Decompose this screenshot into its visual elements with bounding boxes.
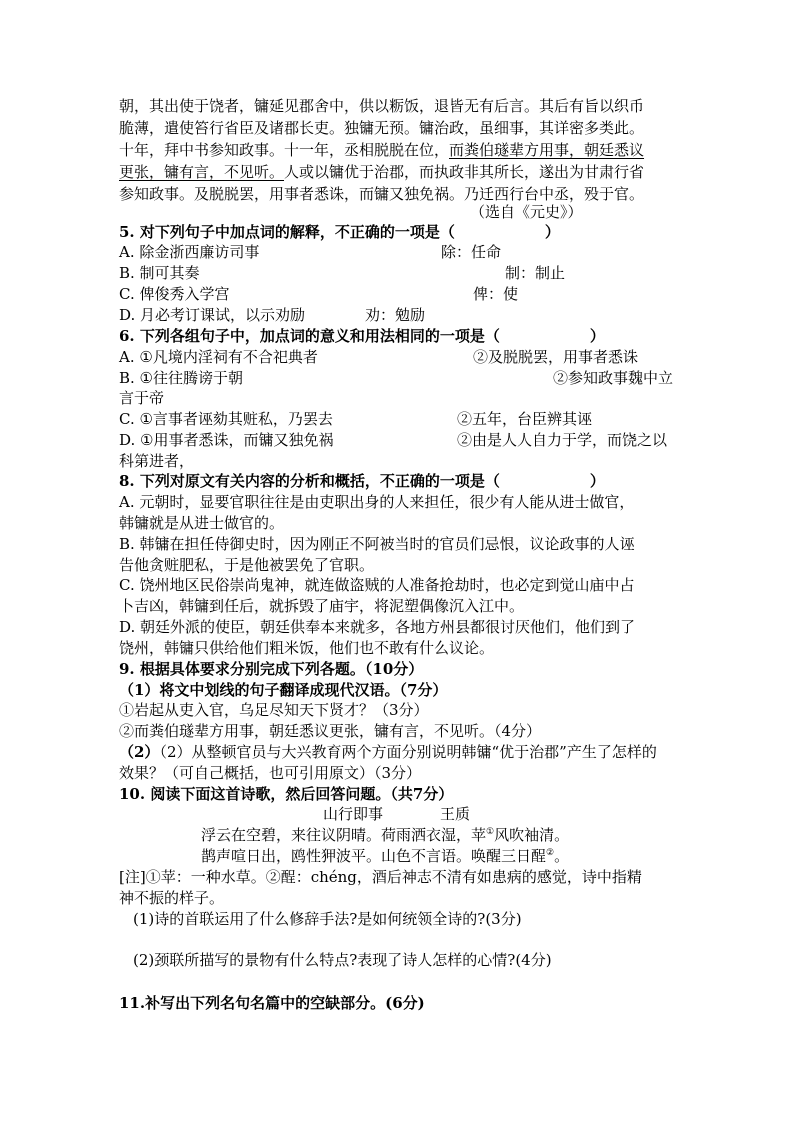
q5-option-b: B. 制可其奏 (119, 264, 200, 282)
passage-line-3 (119, 140, 644, 160)
q6-option-b-2: ②参知政事魏中立 (553, 369, 674, 387)
q8-option-b-1: B. 韩镛在担任侍御史时，因为刚正不阿被当时的官员们忌恨，议论政事的人诬 (119, 535, 635, 553)
poem-note-1: [注]①苹：一种水草。②酲：chéng，酒后神志不清有如患病的感觉，诗中指精 (119, 868, 642, 886)
q5-stem: 5. 对下列句子中加点词的解释，不正确的一项是（ ） (119, 223, 560, 241)
q10-sub-2: (2)颈联所描写的景物有什么特点?表现了诗人怎样的心情?(4分) (133, 951, 552, 969)
poem-author: 王质 (440, 805, 471, 823)
poem-note-2: 神不振的样子。 (119, 889, 225, 907)
poem-text: 鹊声喧日出，鸥性狎波平。山色不言语。唤醒三日酲 (201, 847, 547, 865)
footnote-marker-1: ① (486, 827, 495, 837)
q8-option-c-2: 卜吉凶，韩镛到任后，就拆毁了庙宇，将泥塑偶像沉入江中。 (119, 597, 525, 615)
q8-option-a-1: A. 元朝时，显要官职往往是由吏职出身的人来担任，很少有人能从进士做官， (119, 493, 635, 511)
q9-sub-2 (119, 742, 657, 762)
q6-option-a-1: A. ①凡境内淫祠有不合祀典者 (119, 348, 318, 366)
q5-option-d: D. 月必考订课试，以示劝励 劝：勉励 (119, 306, 426, 324)
passage-source: （选自《元史》） (470, 203, 583, 221)
q10-stem: 10. 阅读下面这首诗歌，然后回答问题。（共7分） (119, 785, 454, 803)
q8-option-a-2: 韩镛就是从进士做官的。 (119, 514, 285, 532)
q9-sub-1: （1）将文中划线的句子翻译成现代汉语。（7分） (119, 681, 448, 699)
q6-option-d-2: ②由是人人自力于学，而饶之以 (457, 431, 668, 449)
q5-option-c: C. 俾俊秀入学宫 (119, 285, 230, 303)
q9-sub-2-cont: 效果？（可自己概括，也可引用原文）（3分） (119, 764, 422, 782)
passage-text: 十年，拜中书参知政事。十一年，丞相脱脱在位， (119, 141, 450, 159)
poem-text: 风吹袖清。 (494, 826, 570, 844)
passage-line-4 (119, 162, 644, 182)
poem-text: 浮云在空碧，来往议阴晴。荷雨洒衣湿，苹 (201, 826, 487, 844)
underlined-sentence: 而粪伯璲辈方用事，朝廷悉议 (449, 141, 645, 159)
q9-item-2: ②而粪伯璲辈方用事，朝廷悉议更张，镛有言，不见听。（4分） (119, 722, 542, 740)
poem-text: 。 (554, 847, 570, 865)
poem-line-1 (201, 825, 569, 845)
footnote-marker-2: ② (546, 848, 555, 858)
q8-stem: 8. 下列对原文有关内容的分析和概括，不正确的一项是（ ） (119, 472, 605, 490)
q6-option-d-1: D. ①用事者悉诛，而镛又独免祸 (119, 431, 334, 449)
passage-line-1: 朝，其出使于饶者，镛延见郡舍中，供以粝饭，退皆无有后言。其后有旨以织币 (119, 97, 645, 115)
q8-option-d-2: 饶州，韩镛只供给他们粗米饭，他们也不敢有什么议论。 (119, 639, 495, 657)
q8-option-c-1: C. 饶州地区民俗崇尚鬼神，就连做盗贼的人准备抢劫时，也必定到觉山庙中占 (119, 576, 635, 594)
q11-stem: 11.补写出下列名句名篇中的空缺部分。(6分) (119, 994, 425, 1012)
q6-option-b-cont: 言于帝 (119, 389, 165, 407)
q9-sub-2-label: （2） (119, 743, 160, 761)
q6-option-c-1: C. ①言事者诬劾其赃私，乃罢去 (119, 410, 333, 428)
q5-option-b-explanation: 制：制止 (505, 264, 566, 282)
q9-item-1: ①岩起从吏入官，乌足尽知天下贤才？（3分） (119, 701, 429, 719)
passage-line-5: 参知政事。及脱脱罢，用事者悉诛，而镛又独免祸。乃迁西行台中丞，殁于官。 (119, 185, 645, 203)
q6-option-a-2: ②及脱脱罢，用事者悉诛 (473, 348, 639, 366)
q6-stem: 6. 下列各组句子中，加点词的意义和用法相同的一项是（ ） (119, 327, 605, 345)
passage-text: 人或以镛优于治郡，而执政非其所长，遂出为甘肃行省 (284, 163, 645, 181)
q10-sub-1: (1)诗的首联运用了什么修辞手法?是如何统领全诗的?(3分) (133, 910, 522, 928)
q8-option-b-2: 告他贪赃肥私，于是他被罢免了官职。 (119, 556, 375, 574)
underlined-sentence: 更张，镛有言，不见听。 (119, 163, 285, 181)
q9-sub-2-text: （2）从整顿官员与大兴教育两个方面分别说明韩镛“优于治郡”产生了怎样的 (159, 743, 657, 761)
passage-line-2: 脆薄，遣使笞行省臣及诸郡长吏。独镛无预。镛治政，虽细事，其详密多类此。 (119, 119, 645, 137)
poem-line-2 (201, 846, 569, 866)
q8-option-d-1: D. 朝廷外派的使臣，朝廷供奉本来就多，各地方州县都很讨厌他们，他们到了 (119, 618, 636, 636)
q5-option-a-explanation: 除：任命 (441, 243, 502, 261)
q5-option-a: A. 除金浙西廉访司事 (119, 243, 260, 261)
q9-stem: 9. 根据具体要求分别完成下列各题。（10分） (119, 660, 424, 678)
q5-option-c-explanation: 俾：使 (473, 285, 519, 303)
poem-title: 山行即事 (323, 805, 384, 823)
q6-option-b-1: B. ①往往腾谤于朝 (119, 369, 244, 387)
q6-option-c-2: ②五年，台臣辨其诬 (457, 410, 593, 428)
q6-option-d-cont: 科第进者， (119, 452, 195, 470)
